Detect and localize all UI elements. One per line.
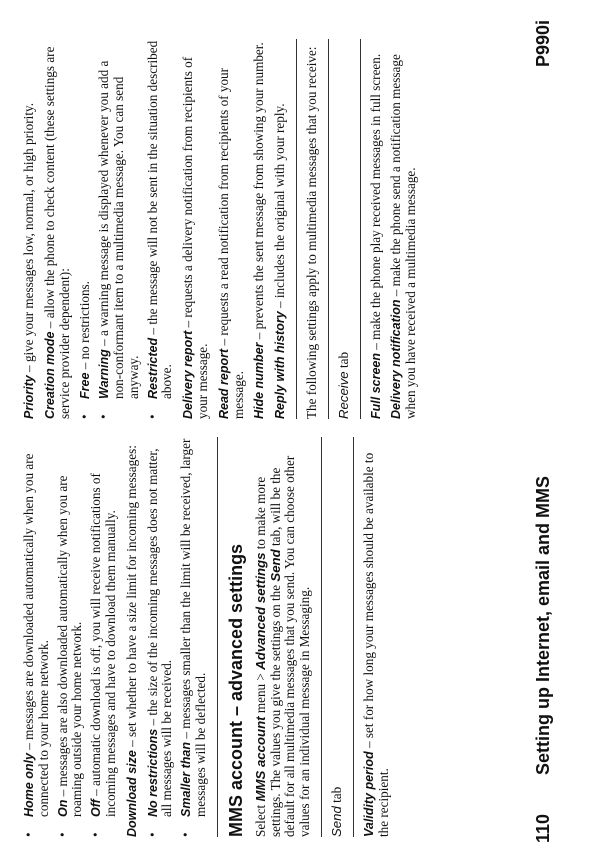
delivery-notification-paragraph <box>389 39 419 419</box>
setting-term: Download size <box>124 750 139 837</box>
setting-term: Priority <box>22 375 36 419</box>
creation-mode-list <box>78 39 175 419</box>
list-item <box>22 437 52 837</box>
option-text: – automatic download is off, you will receive notifications of incoming messages and have to download them manually. <box>88 473 118 817</box>
setting-term: Validity period <box>361 751 376 837</box>
delivery-report-paragraph <box>181 39 211 419</box>
option-term: Warning <box>97 349 112 399</box>
setting-text: – requests a read notification from recipients of your message. <box>215 67 246 419</box>
setting-text: – allow the phone to check content (these settings are service provider dependent): <box>41 46 72 419</box>
page-footer <box>533 20 561 843</box>
option-term: Restricted <box>145 337 160 399</box>
setting-term: Hide number <box>252 342 267 419</box>
receive-intro-paragraph: The following settings apply to multimedia messages that you receive: <box>303 46 319 419</box>
chapter-title: Setting up Internet, email and MMS <box>533 475 553 775</box>
left-column <box>22 437 397 837</box>
read-report-paragraph <box>217 39 247 419</box>
intro-text: to make more settings. The values you give the settings on the <box>252 476 283 837</box>
creation-mode-paragraph <box>43 39 73 419</box>
section-divider <box>217 437 218 837</box>
list-item <box>89 437 119 837</box>
option-term: On <box>55 799 70 817</box>
page-number: 110 <box>533 813 553 843</box>
section-divider <box>353 437 354 837</box>
validity-paragraph <box>362 437 392 837</box>
option-term: Off <box>89 799 104 817</box>
option-text: – the size of the incoming messages does not matter, all messages will be received. <box>144 448 175 817</box>
receive-tab-label <box>337 39 352 419</box>
full-screen-paragraph <box>369 39 384 419</box>
list-item <box>146 39 176 419</box>
setting-text: – set for how long your messages should be available to the recipient. <box>360 452 391 837</box>
download-size-list <box>146 437 209 837</box>
setting-term: Reply with history <box>273 311 288 419</box>
setting-text: – prevents the sent message from showing your number. <box>251 42 267 343</box>
intro-text: Select <box>252 801 268 837</box>
tab-name: Receive <box>335 371 351 419</box>
tab-suffix: tab <box>335 351 351 372</box>
option-text: – messages are downloaded automatically when you are connected to your home network. <box>21 453 51 817</box>
setting-text: – includes the original with your reply. <box>272 103 288 312</box>
option-text: – the message will not be sent in the situation described above. <box>144 40 175 399</box>
setting-term: Read report <box>216 348 231 419</box>
option-term: Smaller than <box>179 741 194 817</box>
setting-text: – make the phone send a notification message when you have received a multimedia message. <box>388 54 419 419</box>
option-text: – a warning message is displayed whenever you add a non-conformant item to a multimedia message. You can send anyway. <box>96 60 141 399</box>
list-item <box>179 437 209 837</box>
intro-paragraph <box>254 437 313 837</box>
tab-name: Send <box>328 806 344 837</box>
menu-term: Advanced settings <box>252 552 268 670</box>
section-heading: MMS account – advanced settings <box>225 543 246 837</box>
tab-suffix: tab <box>328 786 344 807</box>
download-size-paragraph <box>125 437 140 837</box>
setting-term: Delivery notification <box>389 299 404 419</box>
setting-text: – requests a delivery notification from recipients of your message. <box>180 56 210 419</box>
setting-term: Full screen <box>368 353 383 419</box>
option-term: Free <box>78 372 93 399</box>
download-mode-list <box>22 437 119 837</box>
hide-number-paragraph <box>252 39 267 419</box>
setting-text: – make the phone play received messages in full screen. <box>367 53 383 353</box>
intro-text: menu > <box>252 669 268 717</box>
priority-paragraph <box>22 39 37 419</box>
option-text: – messages smaller than the limit will be received, larger messages will be deflected. <box>178 438 208 817</box>
model-name: P990i <box>533 20 553 68</box>
section-divider <box>296 39 297 419</box>
setting-term: Creation mode <box>42 331 57 419</box>
option-text: – no restrictions. <box>77 281 93 373</box>
reply-history-paragraph <box>273 39 288 419</box>
send-tab-label <box>330 437 345 837</box>
section-divider <box>328 39 329 419</box>
setting-text: – set whether to have a size limit for incoming messages: <box>123 445 139 751</box>
list-item <box>56 437 86 837</box>
option-text: – messages are also downloaded automatically when you are roaming outside your home network. <box>54 475 85 817</box>
list-item <box>78 39 93 419</box>
section-divider <box>360 39 361 419</box>
setting-text: – give your messages low, normal, or high priority. <box>21 102 36 376</box>
section-divider <box>321 437 322 837</box>
right-column <box>22 39 425 419</box>
menu-term: MMS account <box>252 716 268 802</box>
option-term: Home only <box>22 753 36 817</box>
list-item <box>97 39 141 419</box>
intro-text: tab, will be the default for all multimedia messages that you send. You can choose other values for an individual message in Messaging. <box>267 455 313 837</box>
setting-term: Delivery report <box>181 330 196 419</box>
tab-term: Send <box>267 549 283 582</box>
list-item <box>146 437 176 837</box>
option-term: No restrictions <box>145 728 160 817</box>
